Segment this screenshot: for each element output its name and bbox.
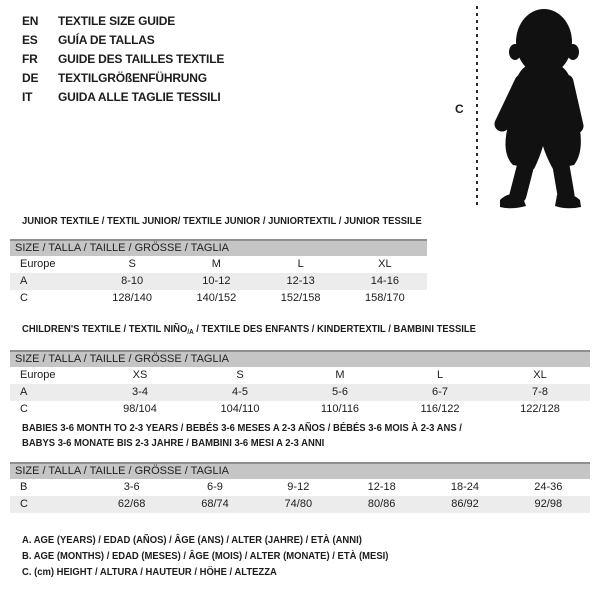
table-cell: 9-12 (287, 481, 310, 493)
size-header-bar: SIZE / TALLA / TAILLE / GRÖSSE / TAGLIA (10, 239, 427, 256)
language-row (22, 69, 224, 88)
table-row-height (10, 496, 590, 513)
row-label: B (20, 481, 28, 493)
language-row (22, 31, 224, 50)
table-row-europe (10, 367, 590, 384)
junior-textile-section (0, 215, 600, 307)
table-cell: L (297, 258, 304, 270)
legend-line-c: C. (cm) HEIGHT / ALTURA / HAUTEUR / HÖHE / ALTEZZA (22, 566, 277, 578)
legend-line-a: A. AGE (YEARS) / EDAD (AÑOS) / ÂGE (ANS) / ALTER (JAHRE) / ETÀ (ANNI) (22, 534, 362, 546)
table-row-europe (10, 256, 427, 273)
children-textile-section (0, 323, 600, 418)
language-row (22, 50, 224, 69)
row-label: A (20, 275, 28, 287)
row-label: C (20, 403, 28, 415)
row-label: C (20, 498, 28, 510)
table-cell: 14-16 (370, 275, 399, 287)
language-row (22, 88, 224, 107)
language-row (22, 12, 224, 31)
table-cell: 6-7 (432, 386, 448, 398)
table-cell: 3-6 (123, 481, 140, 493)
table-cell: 5-6 (332, 386, 348, 398)
language-label: TEXTILE SIZE GUIDE (58, 14, 176, 28)
table-cell: 4-5 (232, 386, 248, 398)
table-cell: 158/170 (364, 292, 405, 304)
title-part: / TEXTILE DES ENFANTS / KINDERTEXTIL / BAMBINI TESSILE (193, 323, 476, 335)
table-cell: 18-24 (450, 481, 480, 493)
title-line: BABIES 3-6 MONTH TO 2-3 YEARS / BEBÉS 3-6 MESES A 2-3 AÑOS / BÉBÉS 3-6 MOIS À 2-3 ANS / (22, 422, 462, 434)
table-cell: 12-18 (367, 481, 396, 493)
babies-table (10, 462, 590, 513)
children-table-title (22, 323, 542, 339)
table-cell: S (236, 369, 244, 381)
row-label: C (20, 292, 28, 304)
table-cell: XS (132, 369, 148, 381)
junior-table (10, 239, 427, 307)
junior-table-title: JUNIOR TEXTILE / TEXTIL JUNIOR/ TEXTILE JUNIOR / JUNIORTEXTIL / JUNIOR TESSILE (22, 215, 422, 227)
title-part: CHILDREN'S TEXTILE / TEXTIL NIÑO (22, 323, 188, 335)
table-cell: L (436, 369, 444, 381)
language-label: GUÍA DE TALLAS (58, 33, 155, 47)
table-cell: 80/86 (367, 498, 396, 510)
table-cell: 128/140 (112, 292, 152, 304)
table-cell: 8-10 (121, 275, 144, 287)
table-cell: 92/98 (534, 498, 563, 510)
table-row-age (10, 273, 427, 290)
children-table (10, 350, 590, 418)
table-cell: 10-12 (202, 275, 231, 287)
language-title-list (22, 12, 224, 107)
row-label: Europe (20, 258, 56, 270)
table-cell: 74/80 (284, 498, 313, 510)
table-cell: 140/152 (196, 292, 237, 304)
row-label: A (20, 386, 28, 398)
table-cell: M (211, 258, 221, 270)
babies-table-title (22, 421, 542, 451)
table-cell: 98/104 (123, 403, 157, 415)
table-cell: XL (378, 258, 392, 270)
table-cell: 122/128 (520, 403, 560, 415)
table-row-age (10, 384, 590, 401)
height-measure-figure (440, 0, 600, 215)
table-row-months (10, 479, 590, 496)
table-cell: S (128, 258, 136, 270)
language-code: DE (22, 71, 39, 85)
table-cell: 152/158 (280, 292, 321, 304)
table-cell: 6-9 (207, 481, 223, 493)
table-cell: XL (533, 369, 547, 381)
babies-textile-section (0, 421, 600, 513)
table-row-height (10, 290, 427, 307)
table-cell: 12-13 (286, 275, 315, 287)
language-code: ES (22, 33, 38, 47)
table-cell: M (335, 369, 345, 381)
language-label: TEXTILGRÖßENFÜHRUNG (58, 71, 207, 85)
legend-line-b: B. AGE (MONTHS) / EDAD (MESES) / ÂGE (MOIS) / ALTER (MONATE) / ETÀ (MESI) (22, 550, 389, 562)
height-measure-label: C (455, 102, 464, 116)
table-cell: 7-8 (532, 386, 548, 398)
size-header-bar: SIZE / TALLA / TAILLE / GRÖSSE / TAGLIA (10, 350, 590, 367)
table-cell: 110/116 (320, 403, 360, 415)
language-code: IT (22, 90, 33, 104)
table-row-height (10, 401, 590, 418)
table-cell: 68/74 (201, 498, 229, 510)
height-dotted-line (476, 6, 478, 206)
table-cell: 3-4 (132, 386, 148, 398)
language-label: GUIDA ALLE TAGLIE TESSILI (58, 90, 221, 104)
title-subscript: /A (187, 329, 194, 336)
size-header-bar: SIZE / TALLA / TAILLE / GRÖSSE / TAGLIA (10, 462, 590, 479)
row-label: Europe (20, 369, 56, 381)
title-line: BABYS 3-6 MONATE BIS 2-3 JAHRE / BAMBINI 3-6 MESI A 2-3 ANNI (22, 437, 325, 449)
language-code: FR (22, 52, 38, 66)
table-cell: 86/92 (451, 498, 479, 510)
table-cell: 24-36 (534, 481, 563, 493)
baby-silhouette-icon (487, 4, 600, 210)
table-cell: 104/110 (220, 403, 260, 415)
language-code: EN (22, 14, 39, 28)
table-cell: 62/68 (117, 498, 146, 510)
measure-legend (22, 532, 429, 580)
table-cell: 116/122 (420, 403, 460, 415)
language-label: GUIDE DES TAILLES TEXTILE (58, 52, 225, 66)
